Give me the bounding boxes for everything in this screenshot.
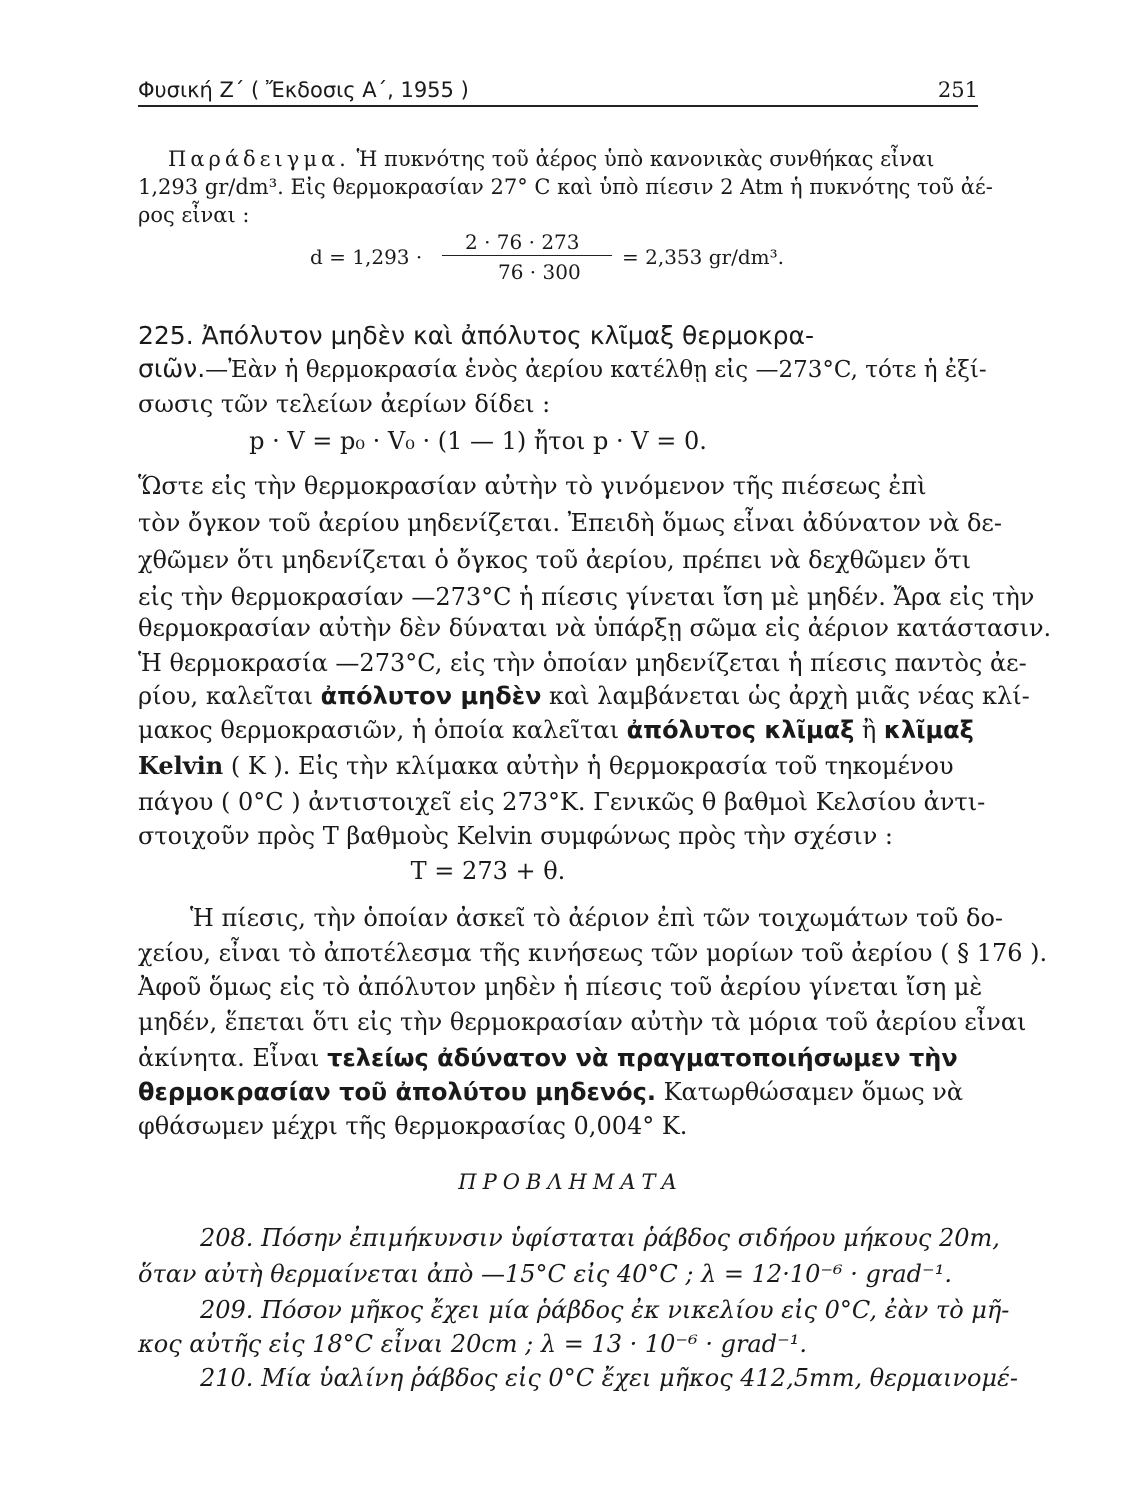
term-absolute-scale: ἀπόλυτος κλῖμαξ: [626, 716, 855, 744]
section-225-line-9: θερμοκρασίαν αὐτὴν δὲν δύναται νὰ ὑπάρξῃ σῶμα εἰς ἀέριον κατάστασιν.: [138, 614, 1052, 642]
problem-209-line-1: 209. Πόσον μῆκος ἔχει μία ῥάβδος ἐκ νικελίου εἰς 0°C, ἐὰν τὸ μῆ-: [200, 1296, 1010, 1324]
example-line-1: [168, 146, 978, 172]
example-line-2: 1,293 gr/dm³. Εἰς θερμοκρασίαν 27° C καὶ ὑπὸ πίεσιν 2 Atm ἡ πυκνότης τοῦ ἀέ-: [138, 175, 993, 199]
section-225-line-13: [138, 750, 978, 782]
example-text: Ἡ πυκνότης τοῦ ἀέρος ὑπὸ κανονικὰς συνθήκας εἶναι: [349, 147, 935, 171]
section-225-line-7: χθῶμεν ὅτι μηδενίζεται ὁ ὄγκος τοῦ ἀερίου, πρέπει νὰ δεχθῶμεν ὅτι: [138, 546, 972, 574]
heading-continuation: —Ἐὰν ἡ θερμοκρασία ἑνὸς ἀερίου κατέλθῃ εἰς —273°C, τότε ἡ ἐξί-: [205, 357, 987, 383]
formula-numerator: 2 · 76 · 273: [465, 230, 580, 254]
section-225-line-11: [138, 680, 1030, 712]
header-rule: [138, 105, 978, 107]
example-label: Παράδειγμα.: [168, 147, 350, 171]
section-heading-225: 225. Ἀπόλυτον μηδὲν καὶ ἀπόλυτος κλῖμαξ θερμοκρα-: [138, 321, 814, 350]
running-header: [138, 78, 978, 108]
emphasis-absolute-zero-temp: θερμοκρασίαν τοῦ ἀπολύτου μηδενός.: [138, 1078, 656, 1106]
text-run: ἢ: [854, 716, 884, 744]
text-run: ρίου, καλεῖται: [138, 682, 321, 710]
text-run: ( K ). Εἰς τὴν κλίμακα αὐτὴν ἡ θερμοκρασία τοῦ τηκομένου: [223, 752, 954, 780]
problems-title: ΠΡΟΒΛΗΜΑΤΑ: [458, 1170, 683, 1194]
heading-end: σιῶν.: [138, 354, 206, 383]
section-225-line-20: μηδέν, ἕπεται ὅτι εἰς τὴν θερμοκρασίαν αὐτὴν τὰ μόρια τοῦ ἀερίου εἶναι: [138, 1008, 1027, 1036]
section-225-line-14: πάγου ( 0°C ) ἀντιστοιχεῖ εἰς 273°K. Γενικῶς θ βαθμοὶ Κελσίου ἀντι-: [138, 788, 986, 816]
section-225-line-21: [138, 1042, 978, 1074]
section-225-line-15: στοιχοῦν πρὸς T βαθμοὺς Kelvin συμφώνως πρὸς τὴν σχέσιν :: [138, 822, 893, 850]
problem-210-line-1: 210. Μία ὑαλίνη ῥάβδος εἰς 0°C ἔχει μῆκος 412,5mm, θερμαινομέ-: [200, 1364, 1019, 1392]
page-number: 251: [937, 78, 978, 102]
formula-denominator: 76 · 300: [498, 260, 581, 284]
fraction-bar: [442, 255, 612, 256]
text-run: Κατωρθώσαμεν ὅμως νὰ: [656, 1078, 964, 1106]
example-line-3: ρος εἶναι :: [138, 203, 250, 227]
formula-rhs: = 2,353 gr/dm³.: [622, 245, 784, 269]
section-225-line-18: χείου, εἶναι τὸ ἀποτέλεσμα τῆς κινήσεως τῶν μορίων τοῦ ἀερίου ( § 176 ).: [138, 939, 1048, 967]
section-225-line-8: εἰς τὴν θερμοκρασίαν —273°C ἡ πίεσις γίνεται ἴση μὲ μηδέν. Ἄρα εἰς τὴν: [138, 583, 1035, 611]
section-225-line-2: [138, 353, 987, 386]
emphasis-impossible: τελείως ἀδύνατον νὰ πραγματοποιήσωμεν τὴν: [327, 1044, 958, 1072]
term-kelvin: Kelvin: [138, 751, 224, 780]
text-run: μακος θερμοκρασιῶν, ἡ ὁποία καλεῖται: [138, 716, 627, 744]
section-225-line-5: Ὥστε εἰς τὴν θερμοκρασίαν αὐτὴν τὸ γινόμενον τῆς πιέσεως ἐπὶ: [138, 472, 927, 500]
section-225-line-3: σωσις τῶν τελείων ἀερίων δίδει :: [138, 390, 551, 418]
kelvin-equation: T = 273 + θ.: [410, 857, 566, 885]
problem-209-line-2: κος αὐτῆς εἰς 18°C εἶναι 20cm ; λ = 13 · 10⁻⁶ · grad⁻¹.: [138, 1330, 808, 1358]
term-scale: κλῖμαξ: [883, 716, 974, 744]
problem-208-line-2: ὅταν αὐτὴ θερμαίνεται ἀπὸ —15°C εἰς 40°C ; λ = 12·10⁻⁶ · grad⁻¹.: [138, 1260, 952, 1288]
section-225-line-10: Ἡ θερμοκρασία —273°C, εἰς τὴν ὁποίαν μηδενίζεται ἡ πίεσις παντὸς ἀε-: [138, 649, 1027, 677]
section-225-line-12: [138, 714, 978, 746]
ideal-gas-equation: p · V = p₀ · V₀ · (1 — 1) ἤτοι p · V = 0.: [249, 427, 707, 455]
problem-208-line-1: 208. Πόσην ἐπιμήκυνσιν ὑφίσταται ῥάβδος σιδήρου μήκους 20m,: [200, 1224, 1000, 1252]
term-absolute-zero: ἀπόλυτον μηδὲν: [320, 682, 542, 710]
header-title: Φυσική Ζ΄ ( Ἔκδοσις Α΄, 1955 ): [138, 78, 469, 102]
section-225-line-6: τὸν ὄγκον τοῦ ἀερίου μηδενίζεται. Ἐπειδὴ ὅμως εἶναι ἀδύνατον νὰ δε-: [138, 509, 1002, 537]
density-formula: [310, 227, 810, 287]
section-225-line-22: [138, 1076, 978, 1108]
section-225-line-23: φθάσωμεν μέχρι τῆς θερμοκρασίας 0,004° K.: [138, 1112, 688, 1140]
text-run: καὶ λαμβάνεται ὡς ἀρχὴ μιᾶς νέας κλί-: [541, 682, 1030, 710]
text-run: ἀκίνητα. Εἶναι: [138, 1044, 328, 1072]
section-225-line-19: Ἀφοῦ ὅμως εἰς τὸ ἀπόλυτον μηδὲν ἡ πίεσις τοῦ ἀερίου γίνεται ἴση μὲ: [138, 973, 983, 1001]
section-225-line-17: Ἡ πίεσις, τὴν ὁποίαν ἀσκεῖ τὸ ἀέριον ἐπὶ τῶν τοιχωμάτων τοῦ δο-: [190, 904, 1004, 932]
formula-lhs: d = 1,293 ·: [310, 245, 423, 269]
